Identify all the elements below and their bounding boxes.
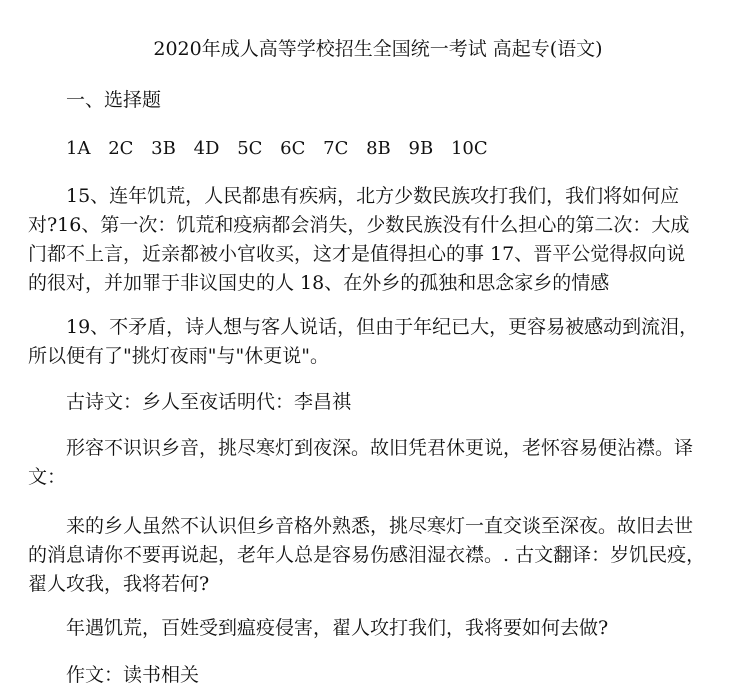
- answer-item: 5C: [237, 138, 263, 159]
- answer-item: 1A: [66, 138, 91, 159]
- paragraph-19-line: 所以便有了"挑灯夜雨"与"休更说"。: [28, 345, 329, 367]
- translation-line: 的消息请你不要再说起，老年人总是容易伤感泪湿衣襟。. 古文翻译：岁饥民疫，: [28, 544, 706, 566]
- document-title: 2020年成人高等学校招生全国统一考试 高起专(语文): [153, 38, 603, 60]
- answer-item: 7C: [323, 138, 349, 159]
- paragraph-15-line: 门都不上言，近亲都被小官收买，这才是值得担心的事 17、晋平公觉得叔向说: [28, 243, 686, 265]
- paragraph-15-line: 对?16、第一次：饥荒和疫病都会消失，少数民族没有什么担心的第二次：大成: [28, 214, 690, 236]
- answer-list: [66, 136, 500, 162]
- answer-item: 3B: [151, 138, 176, 159]
- answer-item: 8B: [366, 138, 391, 159]
- poem-heading: 古诗文：乡人至夜话明代：李昌祺: [66, 391, 352, 413]
- translation-line: 来的乡人虽然不认识但乡音格外熟悉，挑尽寒灯一直交谈至深夜。故旧去世: [66, 515, 694, 537]
- paragraph-15-line: 15、连年饥荒，人民都患有疾病，北方少数民族攻打我们，我们将如何应: [66, 185, 680, 207]
- answer-item: 6C: [280, 138, 306, 159]
- answer-item: 10C: [450, 138, 488, 159]
- essay-heading: 作文：读书相关: [66, 664, 200, 686]
- section-heading-choice: 一、选择题: [66, 89, 162, 111]
- paragraph-19-line: 19、不矛盾，诗人想与客人说话，但由于年纪已大，更容易被感动到流泪，: [66, 316, 699, 338]
- translation-paragraph: 年遇饥荒，百姓受到瘟疫侵害，翟人攻打我们，我将要如何去做?: [66, 617, 609, 639]
- answer-item: 2C: [108, 138, 134, 159]
- translation-line: 翟人攻我，我将若何?: [28, 573, 210, 595]
- poem-text-line: 文：: [28, 466, 67, 488]
- answer-item: 9B: [408, 138, 434, 159]
- paragraph-15-line: 的很对，并加罪于非议国史的人 18、在外乡的孤独和思念家乡的情感: [28, 272, 610, 294]
- answer-item: 4D: [193, 138, 220, 159]
- poem-text-line: 形容不识识乡音，挑尽寒灯到夜深。故旧凭君休更说，老怀容易便沾襟。译: [66, 437, 694, 459]
